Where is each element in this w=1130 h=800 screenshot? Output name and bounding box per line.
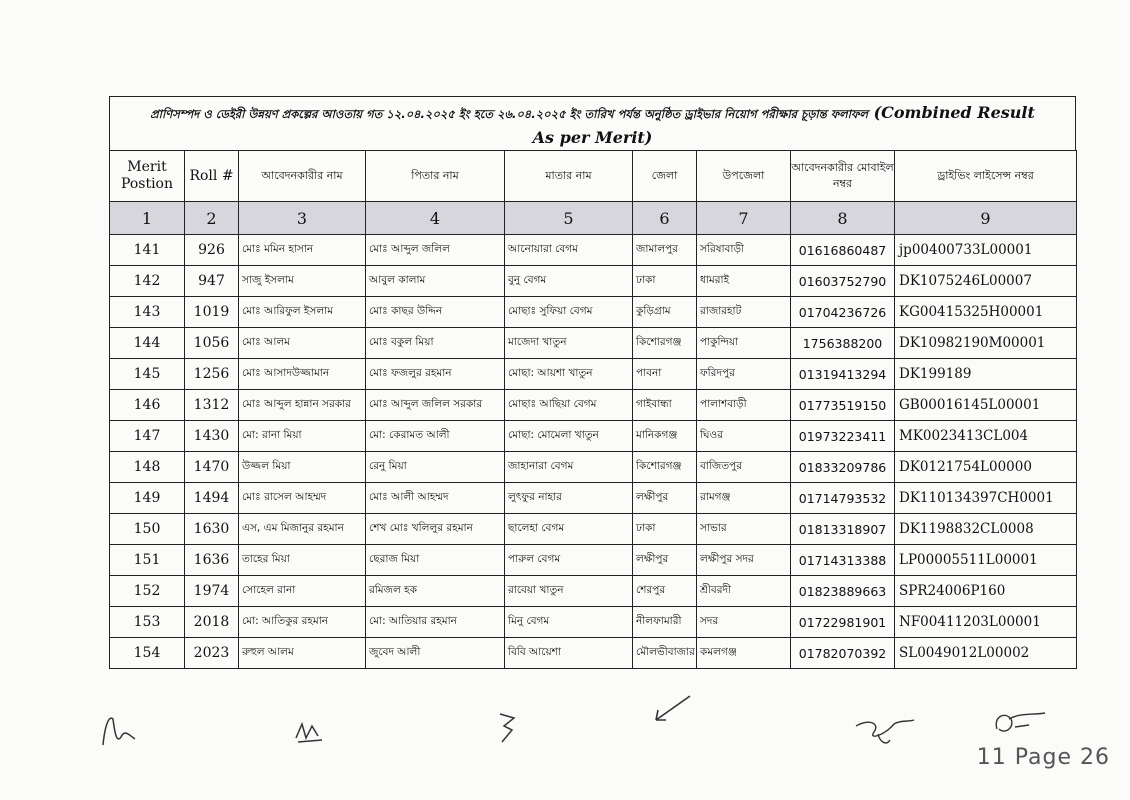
license-cell: SL0049012L00002 bbox=[895, 638, 1077, 669]
header-mobile: আবেদনকারীর মোবাইল নম্বর bbox=[791, 151, 895, 202]
father-name-cell: মোঃ বকুল মিয়া bbox=[366, 328, 505, 359]
table-row bbox=[110, 576, 1077, 607]
applicant-name-cell: মোঃ আরিফুল ইসলাম bbox=[239, 297, 366, 328]
roll-cell: 1019 bbox=[185, 297, 239, 328]
document-title bbox=[109, 96, 1076, 150]
license-cell: DK0121754L00000 bbox=[895, 452, 1077, 483]
header-applicant-name: আবেদনকারীর নাম bbox=[239, 151, 366, 202]
district-cell: নীলফামারী bbox=[633, 607, 697, 638]
table-row bbox=[110, 607, 1077, 638]
mobile-cell: 01603752790 bbox=[791, 266, 895, 297]
column-number: 3 bbox=[239, 202, 366, 235]
mother-name-cell: লুৎফুর নাহার bbox=[505, 483, 633, 514]
father-name-cell: রমিজল হক bbox=[366, 576, 505, 607]
roll-cell: 947 bbox=[185, 266, 239, 297]
merit-cell: 150 bbox=[110, 514, 185, 545]
applicant-name-cell: মোঃ আলম bbox=[239, 328, 366, 359]
column-number: 5 bbox=[505, 202, 633, 235]
district-cell: জামালপুর bbox=[633, 235, 697, 266]
header-mother-name: মাতার নাম bbox=[505, 151, 633, 202]
upazila-cell: সরিষাবাড়ী bbox=[697, 235, 791, 266]
roll-cell: 2018 bbox=[185, 607, 239, 638]
roll-cell: 1630 bbox=[185, 514, 239, 545]
applicant-name-cell: মোঃ আসাদউজ্জামান bbox=[239, 359, 366, 390]
mother-name-cell: মোছাঃ আছিয়া বেগম bbox=[505, 390, 633, 421]
title-bangla: প্রাণিসম্পদ ও ডেইরী উন্নয়ণ প্রকল্পের আওতায় গত ১২.০৪.২০২৫ ইং হতে ২৬.০৪.২০২৫ ইং তারিখ পর্যন্ত অনুষ্ঠিত ড্রাইভার নিয়োগ পরীক্ষার চূড়ান্ত ফলাফল bbox=[150, 107, 868, 121]
district-cell: কুড়িগ্রাম bbox=[633, 297, 697, 328]
mother-name-cell: বিবি আয়েশা bbox=[505, 638, 633, 669]
signature-mark bbox=[850, 710, 920, 750]
applicant-name-cell: মোঃ আব্দুল হান্নান সরকার bbox=[239, 390, 366, 421]
license-cell: DK10982190M00001 bbox=[895, 328, 1077, 359]
district-cell: পাবনা bbox=[633, 359, 697, 390]
merit-cell: 151 bbox=[110, 545, 185, 576]
applicant-name-cell: মোঃ রাসেল আহম্মদ bbox=[239, 483, 366, 514]
table-row bbox=[110, 266, 1077, 297]
upazila-cell: বাজিতপুর bbox=[697, 452, 791, 483]
roll-cell: 1312 bbox=[185, 390, 239, 421]
license-cell: NF00411203L00001 bbox=[895, 607, 1077, 638]
upazila-cell: রাজারহাট bbox=[697, 297, 791, 328]
mobile-cell: 01823889663 bbox=[791, 576, 895, 607]
mobile-cell: 01704236726 bbox=[791, 297, 895, 328]
table-row bbox=[110, 545, 1077, 576]
mother-name-cell: মিনু বেগম bbox=[505, 607, 633, 638]
table-row bbox=[110, 390, 1077, 421]
upazila-cell: ফরিদপুর bbox=[697, 359, 791, 390]
upazila-cell: পালাশবাড়ী bbox=[697, 390, 791, 421]
table-row bbox=[110, 421, 1077, 452]
header-roll: Roll # bbox=[185, 151, 239, 202]
roll-cell: 1974 bbox=[185, 576, 239, 607]
district-cell: মৌলভীবাজার bbox=[633, 638, 697, 669]
license-cell: MK0023413CL004 bbox=[895, 421, 1077, 452]
table-row bbox=[110, 328, 1077, 359]
header-license: ড্রাইভিং লাইসেন্স নম্বর bbox=[895, 151, 1077, 202]
upazila-cell: রামগঞ্জ bbox=[697, 483, 791, 514]
header-upazila: উপজেলা bbox=[697, 151, 791, 202]
merit-table bbox=[109, 150, 1077, 669]
father-name-cell: আবুল কালাম bbox=[366, 266, 505, 297]
license-cell: LP00005511L00001 bbox=[895, 545, 1077, 576]
table-row bbox=[110, 235, 1077, 266]
merit-cell: 141 bbox=[110, 235, 185, 266]
title-english-1: (Combined Result bbox=[873, 103, 1035, 122]
mother-name-cell: মোছাঃ সুফিয়া বেগম bbox=[505, 297, 633, 328]
district-cell: মানিকগঞ্জ bbox=[633, 421, 697, 452]
father-name-cell: মো: আতিয়ার রহমান bbox=[366, 607, 505, 638]
license-cell: KG00415325H00001 bbox=[895, 297, 1077, 328]
column-number-row bbox=[110, 202, 1077, 235]
mother-name-cell: পারুল বেগম bbox=[505, 545, 633, 576]
signature-mark bbox=[292, 718, 332, 748]
father-name-cell: মোঃ আব্দুল জলিল সরকার bbox=[366, 390, 505, 421]
merit-cell: 148 bbox=[110, 452, 185, 483]
roll-cell: 1494 bbox=[185, 483, 239, 514]
upazila-cell: কমলগঞ্জ bbox=[697, 638, 791, 669]
father-name-cell: মোঃ আব্দুল জলিল bbox=[366, 235, 505, 266]
table-row bbox=[110, 514, 1077, 545]
mobile-cell: 01714313388 bbox=[791, 545, 895, 576]
applicant-name-cell: সোহেল রানা bbox=[239, 576, 366, 607]
mobile-cell: 01616860487 bbox=[791, 235, 895, 266]
applicant-name-cell: মো: আতিকুর রহমান bbox=[239, 607, 366, 638]
upazila-cell: লক্ষীপুর সদর bbox=[697, 545, 791, 576]
roll-cell: 1470 bbox=[185, 452, 239, 483]
table-row bbox=[110, 483, 1077, 514]
license-cell: DK1075246L00007 bbox=[895, 266, 1077, 297]
license-cell: DK1198832CL0008 bbox=[895, 514, 1077, 545]
license-cell: SPR24006P160 bbox=[895, 576, 1077, 607]
header-district: জেলা bbox=[633, 151, 697, 202]
mother-name-cell: রাবেয়া খাতুন bbox=[505, 576, 633, 607]
table-row bbox=[110, 638, 1077, 669]
table-row bbox=[110, 452, 1077, 483]
table-body bbox=[110, 235, 1077, 669]
mobile-cell: 01714793532 bbox=[791, 483, 895, 514]
father-name-cell: মোঃ কাছর উদ্দিন bbox=[366, 297, 505, 328]
roll-cell: 1256 bbox=[185, 359, 239, 390]
mobile-cell: 01319413294 bbox=[791, 359, 895, 390]
mother-name-cell: আনোয়ারা বেগম bbox=[505, 235, 633, 266]
district-cell: ঢাকা bbox=[633, 514, 697, 545]
district-cell: ঢাকা bbox=[633, 266, 697, 297]
merit-cell: 149 bbox=[110, 483, 185, 514]
mother-name-cell: ছালেহা বেগম bbox=[505, 514, 633, 545]
mother-name-cell: বুনু বেগম bbox=[505, 266, 633, 297]
father-name-cell: মো: কেরামত আলী bbox=[366, 421, 505, 452]
merit-cell: 145 bbox=[110, 359, 185, 390]
applicant-name-cell: এস, এম মিজানুর রহমান bbox=[239, 514, 366, 545]
roll-cell: 2023 bbox=[185, 638, 239, 669]
district-cell: কিশোরগঞ্জ bbox=[633, 452, 697, 483]
father-name-cell: শেখ মোঃ খলিলুর রহমান bbox=[366, 514, 505, 545]
father-name-cell: মোঃ ফজলুর রহমান bbox=[366, 359, 505, 390]
applicant-name-cell: উজ্জল মিয়া bbox=[239, 452, 366, 483]
applicant-name-cell: রুহুল আলম bbox=[239, 638, 366, 669]
license-cell: DK199189 bbox=[895, 359, 1077, 390]
merit-cell: 154 bbox=[110, 638, 185, 669]
merit-cell: 146 bbox=[110, 390, 185, 421]
table-row bbox=[110, 359, 1077, 390]
column-number: 6 bbox=[633, 202, 697, 235]
license-cell: DK110134397CH0001 bbox=[895, 483, 1077, 514]
merit-cell: 143 bbox=[110, 297, 185, 328]
license-cell: GB00016145L00001 bbox=[895, 390, 1077, 421]
upazila-cell: ঘিওর bbox=[697, 421, 791, 452]
applicant-name-cell: সাজু ইসলাম bbox=[239, 266, 366, 297]
mobile-cell: 01813318907 bbox=[791, 514, 895, 545]
applicant-name-cell: মো: রানা মিয়া bbox=[239, 421, 366, 452]
district-cell: কিশোরগঞ্জ bbox=[633, 328, 697, 359]
signature-mark bbox=[650, 690, 710, 730]
mobile-cell: 01833209786 bbox=[791, 452, 895, 483]
applicant-name-cell: তাহের মিয়া bbox=[239, 545, 366, 576]
father-name-cell: মোঃ আলী আহম্মদ bbox=[366, 483, 505, 514]
mother-name-cell: মোছা: মোমেলা খাতুন bbox=[505, 421, 633, 452]
merit-cell: 142 bbox=[110, 266, 185, 297]
roll-cell: 1056 bbox=[185, 328, 239, 359]
column-number: 8 bbox=[791, 202, 895, 235]
page-note: 11 Page 26 bbox=[976, 745, 1110, 770]
merit-cell: 147 bbox=[110, 421, 185, 452]
mother-name-cell: মোছা: আয়শা খাতুন bbox=[505, 359, 633, 390]
result-sheet bbox=[109, 96, 1076, 669]
signature-mark bbox=[985, 705, 1055, 745]
upazila-cell: ধামরাই bbox=[697, 266, 791, 297]
upazila-cell: সাভার bbox=[697, 514, 791, 545]
merit-cell: 152 bbox=[110, 576, 185, 607]
roll-cell: 1636 bbox=[185, 545, 239, 576]
mother-name-cell: জাহানারা বেগম bbox=[505, 452, 633, 483]
father-name-cell: ছেরাজ মিয়া bbox=[366, 545, 505, 576]
signature-mark bbox=[490, 708, 530, 748]
signature-mark bbox=[95, 705, 145, 755]
mobile-cell: 01782070392 bbox=[791, 638, 895, 669]
mobile-cell: 01773519150 bbox=[791, 390, 895, 421]
upazila-cell: পাকুন্দিয়া bbox=[697, 328, 791, 359]
district-cell: শেরপুর bbox=[633, 576, 697, 607]
mobile-cell: 1756388200 bbox=[791, 328, 895, 359]
district-cell: লক্ষীপুর bbox=[633, 483, 697, 514]
roll-cell: 926 bbox=[185, 235, 239, 266]
district-cell: গাইবান্ধা bbox=[633, 390, 697, 421]
father-name-cell: জুবেদ আলী bbox=[366, 638, 505, 669]
header-merit: Merit Postion bbox=[110, 151, 185, 202]
column-number: 4 bbox=[366, 202, 505, 235]
applicant-name-cell: মোঃ মমিন হাসান bbox=[239, 235, 366, 266]
column-number: 7 bbox=[697, 202, 791, 235]
license-cell: jp00400733L00001 bbox=[895, 235, 1077, 266]
title-english-2: As per Merit) bbox=[532, 128, 653, 147]
merit-cell: 144 bbox=[110, 328, 185, 359]
mobile-cell: 01973223411 bbox=[791, 421, 895, 452]
mother-name-cell: মাজেদা খাতুন bbox=[505, 328, 633, 359]
roll-cell: 1430 bbox=[185, 421, 239, 452]
header-row bbox=[110, 151, 1077, 202]
upazila-cell: শ্রীবরদী bbox=[697, 576, 791, 607]
upazila-cell: সদর bbox=[697, 607, 791, 638]
district-cell: লক্ষীপুর bbox=[633, 545, 697, 576]
column-number: 9 bbox=[895, 202, 1077, 235]
column-number: 1 bbox=[110, 202, 185, 235]
merit-cell: 153 bbox=[110, 607, 185, 638]
table-row bbox=[110, 297, 1077, 328]
mobile-cell: 01722981901 bbox=[791, 607, 895, 638]
header-father-name: পিতার নাম bbox=[366, 151, 505, 202]
father-name-cell: রেনু মিয়া bbox=[366, 452, 505, 483]
column-number: 2 bbox=[185, 202, 239, 235]
